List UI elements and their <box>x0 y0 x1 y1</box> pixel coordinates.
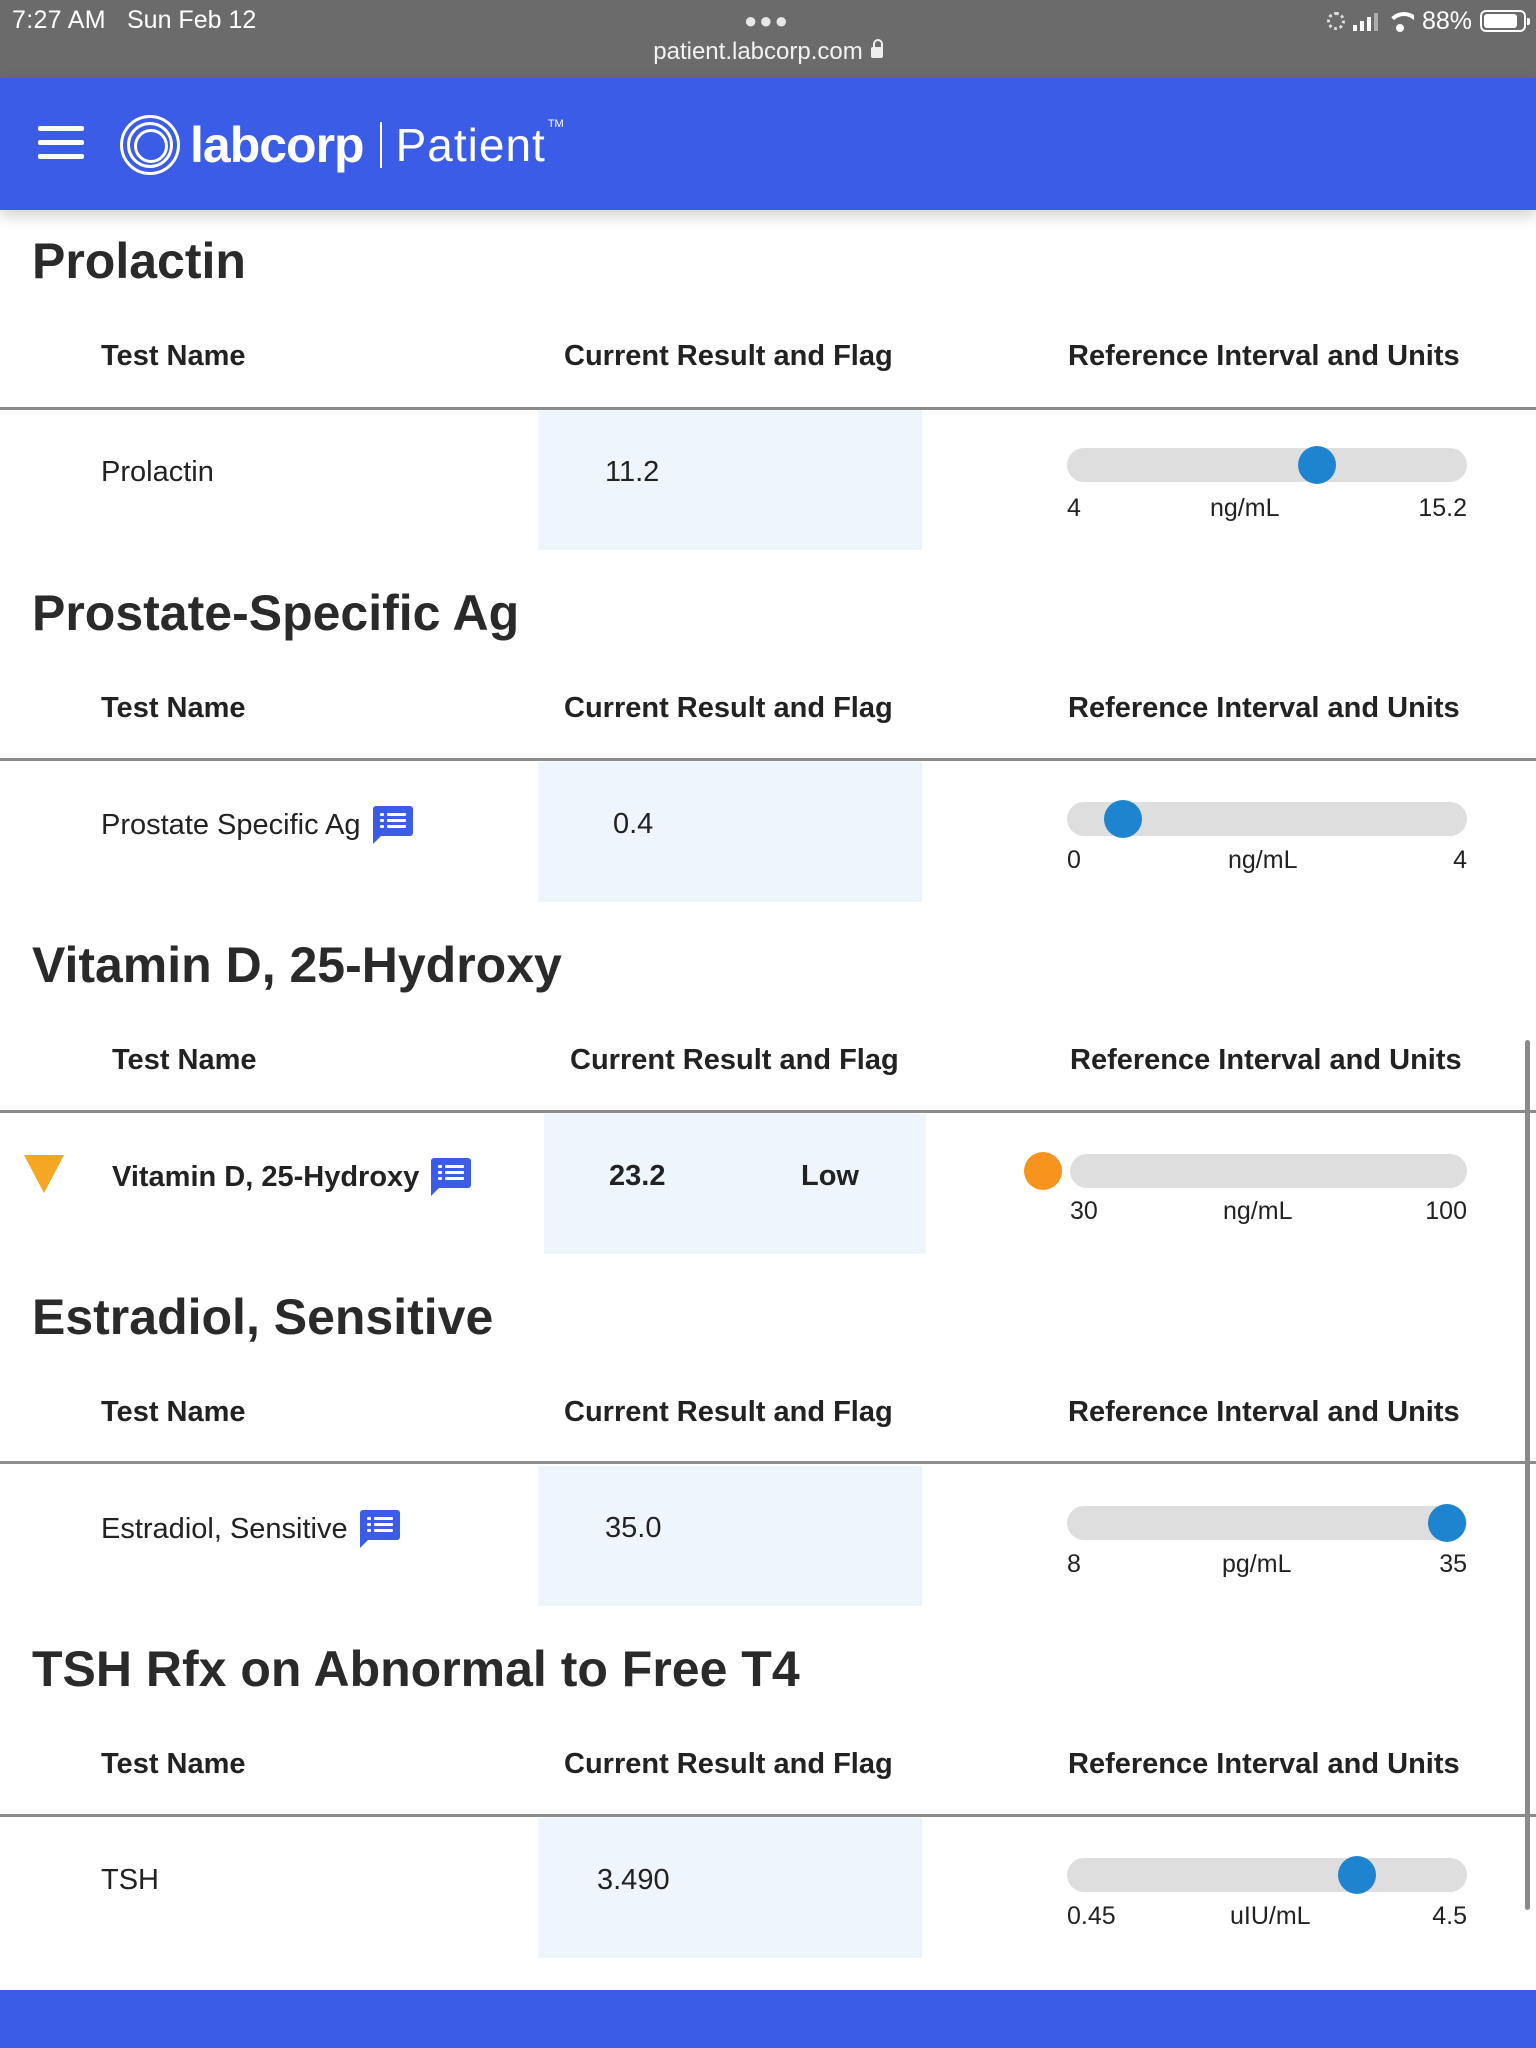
logo-brand: labcorp <box>190 117 364 173</box>
battery-icon <box>1480 10 1526 32</box>
labcorp-logo[interactable] <box>120 114 564 176</box>
col-header-current-result: Current Result and Flag <box>564 340 893 372</box>
range-high: 15.2 <box>1418 494 1467 522</box>
result-value: 23.2 <box>609 1160 666 1192</box>
test-name-label: Vitamin D, 25-Hydroxy <box>112 1160 420 1193</box>
test-name[interactable] <box>112 1158 471 1196</box>
range-high: 35 <box>1439 1550 1467 1578</box>
app-header <box>0 78 1536 210</box>
result-cell <box>538 410 922 550</box>
range-low: 30 <box>1070 1197 1098 1225</box>
header-divider <box>0 1814 1536 1817</box>
hamburger-menu-icon[interactable] <box>38 126 84 160</box>
range-units: ng/mL <box>1228 846 1298 874</box>
range-units: uIU/mL <box>1230 1902 1311 1930</box>
status-time: 7:27 AM <box>12 6 106 34</box>
result-cell <box>538 1818 922 1958</box>
col-header-test-name: Test Name <box>101 1748 246 1780</box>
reference-range-track <box>1067 1506 1467 1540</box>
test-name[interactable] <box>101 1864 159 1897</box>
battery-percent: 88% <box>1421 6 1472 35</box>
range-units: ng/mL <box>1223 1197 1293 1225</box>
col-header-test-name: Test Name <box>101 340 246 372</box>
logo-trademark: TM <box>547 118 564 130</box>
col-header-current-result: Current Result and Flag <box>564 1396 893 1428</box>
logo-divider <box>380 122 382 168</box>
test-name-label: Prolactin <box>101 456 214 488</box>
labcorp-logo-mark-icon <box>120 115 180 175</box>
result-marker <box>1338 1856 1376 1894</box>
result-value: 11.2 <box>605 456 660 488</box>
reference-range-track <box>1067 448 1467 482</box>
test-name[interactable] <box>101 456 214 489</box>
range-high: 100 <box>1425 1197 1467 1225</box>
col-header-test-name: Test Name <box>112 1044 257 1076</box>
header-divider <box>0 758 1536 761</box>
col-header-test-name: Test Name <box>101 1396 246 1428</box>
low-flag-triangle-icon <box>24 1155 64 1193</box>
result-value: 35.0 <box>605 1512 662 1544</box>
col-header-reference-interval: Reference Interval and Units <box>1068 340 1460 372</box>
result-cell <box>538 762 922 902</box>
result-cell <box>544 1114 926 1254</box>
col-header-reference-interval: Reference Interval and Units <box>1070 1044 1462 1076</box>
range-low: 0 <box>1067 846 1081 874</box>
lock-icon <box>871 47 883 58</box>
section-title: Prostate-Specific Ag <box>32 585 520 641</box>
section-title: TSH Rfx on Abnormal to Free T4 <box>32 1641 800 1697</box>
cellular-signal-icon <box>1353 11 1378 31</box>
range-units: ng/mL <box>1210 494 1280 522</box>
col-header-test-name: Test Name <box>101 692 246 724</box>
comment-note-icon[interactable] <box>373 806 413 844</box>
page-scrollbar[interactable] <box>1525 1040 1530 1910</box>
result-marker <box>1428 1504 1466 1542</box>
wifi-icon <box>1386 10 1414 32</box>
status-indicators <box>1327 6 1526 36</box>
result-value: 3.490 <box>597 1864 670 1896</box>
comment-note-icon[interactable] <box>431 1158 471 1196</box>
test-name[interactable] <box>101 806 413 844</box>
more-dots-icon[interactable]: ●●● <box>744 8 790 33</box>
result-marker <box>1024 1152 1062 1190</box>
ios-status-bar <box>0 0 1536 78</box>
col-header-reference-interval: Reference Interval and Units <box>1068 1748 1460 1780</box>
range-high: 4 <box>1453 846 1467 874</box>
test-name[interactable] <box>101 1510 400 1548</box>
section-title: Prolactin <box>32 233 246 289</box>
range-low: 0.45 <box>1067 1902 1116 1930</box>
url-text: patient.labcorp.com <box>653 38 863 65</box>
range-low: 4 <box>1067 494 1081 522</box>
range-units: pg/mL <box>1222 1550 1292 1578</box>
reference-range-track <box>1067 1858 1467 1892</box>
address-bar[interactable] <box>0 38 1536 66</box>
test-name-label: TSH <box>101 1864 159 1896</box>
range-low: 8 <box>1067 1550 1081 1578</box>
test-name-label: Prostate Specific Ag <box>101 808 361 841</box>
header-divider <box>0 1461 1536 1464</box>
header-divider <box>0 1110 1536 1113</box>
section-title: Estradiol, Sensitive <box>32 1289 494 1345</box>
footer-bar <box>0 1990 1536 2048</box>
logo-product: Patient <box>395 119 546 171</box>
col-header-current-result: Current Result and Flag <box>564 1748 893 1780</box>
activity-spinner-icon <box>1327 12 1345 30</box>
status-date: Sun Feb 12 <box>127 6 257 34</box>
reference-range-track <box>1070 1154 1467 1188</box>
result-value: 0.4 <box>613 808 654 840</box>
result-flag: Low <box>801 1160 859 1192</box>
col-header-current-result: Current Result and Flag <box>570 1044 899 1076</box>
comment-note-icon[interactable] <box>360 1510 400 1548</box>
result-cell <box>538 1466 922 1606</box>
col-header-current-result: Current Result and Flag <box>564 692 893 724</box>
result-marker <box>1104 800 1142 838</box>
section-title: Vitamin D, 25-Hydroxy <box>32 937 562 993</box>
range-high: 4.5 <box>1432 1902 1467 1930</box>
col-header-reference-interval: Reference Interval and Units <box>1068 1396 1460 1428</box>
col-header-reference-interval: Reference Interval and Units <box>1068 692 1460 724</box>
test-name-label: Estradiol, Sensitive <box>101 1512 348 1545</box>
